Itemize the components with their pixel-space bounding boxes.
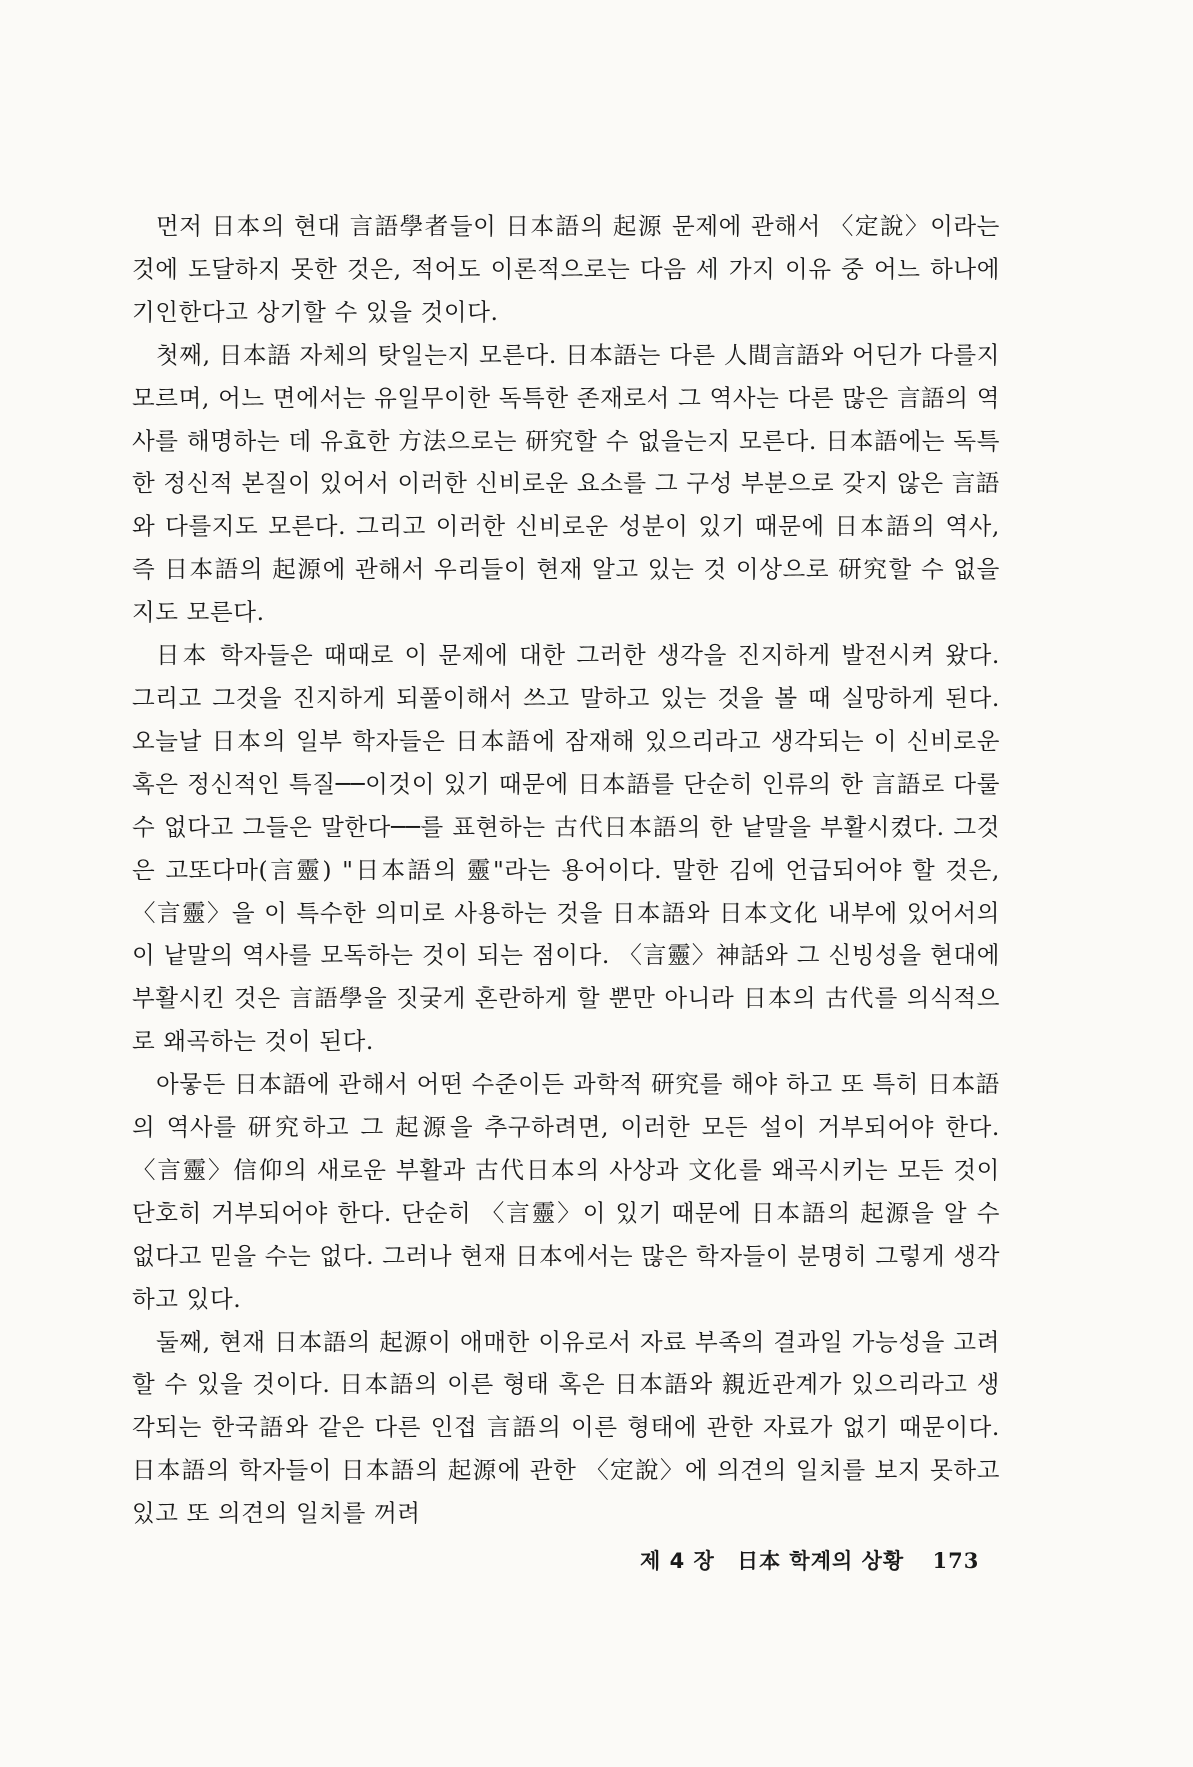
running-footer [640,1545,1000,1575]
paragraph-3: 日本 학자들은 때때로 이 문제에 대한 그러한 생각을 진지하게 발전시켜 왔다. 그리고 그것을 진지하게 되풀이해서 쓰고 말하고 있는 것을 볼 때 실망하게 된다. 오늘날 日本의 일부 학자들은 日本語에 잠재해 있으리라고 생각되는 이 신비로운 혹은 정신적인 특질──이것이 있기 때문에 日本語를 단순히 인류의 한 言語로 다룰 수 없다고 그들은 말한다──를 표현하는 古代日本語의 한 낱말을 부활시켰다. 그것은 고또다마(言靈) "日本語의 靈"라는 용어이다. 말한 김에 언급되어야 할 것은, 〈言靈〉을 이 특수한 의미로 사용하는 것을 日本語와 日本文化 내부에 있어서의 이 낱말의 역사를 모독하는 것이 되는 점이다. 〈言靈〉神話와 그 신빙성을 현대에 부활시킨 것은 言語學을 짓궂게 혼란하게 할 뿐만 아니라 日本의 古代를 의식적으로 왜곡하는 것이 된다. [132,641,1000,1056]
paragraph-2: 첫째, 日本語 자체의 탓일는지 모른다. 日本語는 다른 人間言語와 어딘가 다를지 모르며, 어느 면에서는 유일무이한 독특한 존재로서 그 역사는 다른 많은 言語의 역사를 해명하는 데 유효한 方法으로는 研究할 수 없을는지 모른다. 日本語에는 독특한 정신적 본질이 있어서 이러한 신비로운 요소를 그 구성 부분으로 갖지 않은 言語와 다를지도 모른다. 그리고 이러한 신비로운 성분이 있기 때문에 日本語의 역사, 즉 日本語의 起源에 관해서 우리들이 현재 알고 있는 것 이상으로 研究할 수 없을지도 모른다. [132,340,1000,627]
paragraph-5: 둘째, 현재 日本語의 起源이 애매한 이유로서 자료 부족의 결과일 가능성을 고려할 수 있을 것이다. 日本語의 이른 형태 혹은 日本語와 親近관계가 있으리라고 생각되는 한국語와 같은 다른 인접 言語의 이른 형태에 관한 자료가 없기 때문이다. 日本語의 학자들이 日本語의 起源에 관한 〈定說〉에 의견의 일치를 보지 못하고 있고 또 의견의 일치를 꺼려 [132,1327,1000,1528]
paragraph-1: 먼저 日本의 현대 言語學者들이 日本語의 起源 문제에 관해서 〈定說〉이라는 것에 도달하지 못한 것은, 적어도 이론적으로는 다음 세 가지 이유 중 어느 하나에 기인한다고 상기할 수 있을 것이다. [132,212,1000,326]
chapter-title: 日本 학계의 상황 [737,1549,905,1573]
paragraph-4: 아뭏든 日本語에 관해서 어떤 수준이든 과학적 研究를 해야 하고 또 특히 日本語의 역사를 研究하고 그 起源을 추구하려면, 이러한 모든 설이 거부되어야 한다. 〈言靈〉信仰의 새로운 부활과 古代日本의 사상과 文化를 왜곡시키는 모든 것이 단호히 거부되어야 한다. 단순히 〈言靈〉이 있기 때문에 日本語의 起源을 알 수 없다고 믿을 수는 없다. 그러나 현재 日本에서는 많은 학자들이 분명히 그렇게 생각하고 있다. [132,1070,1000,1313]
page-number: 173 [932,1548,980,1573]
body-text [132,205,1000,1535]
chapter-label: 제 4 장 [640,1549,715,1573]
